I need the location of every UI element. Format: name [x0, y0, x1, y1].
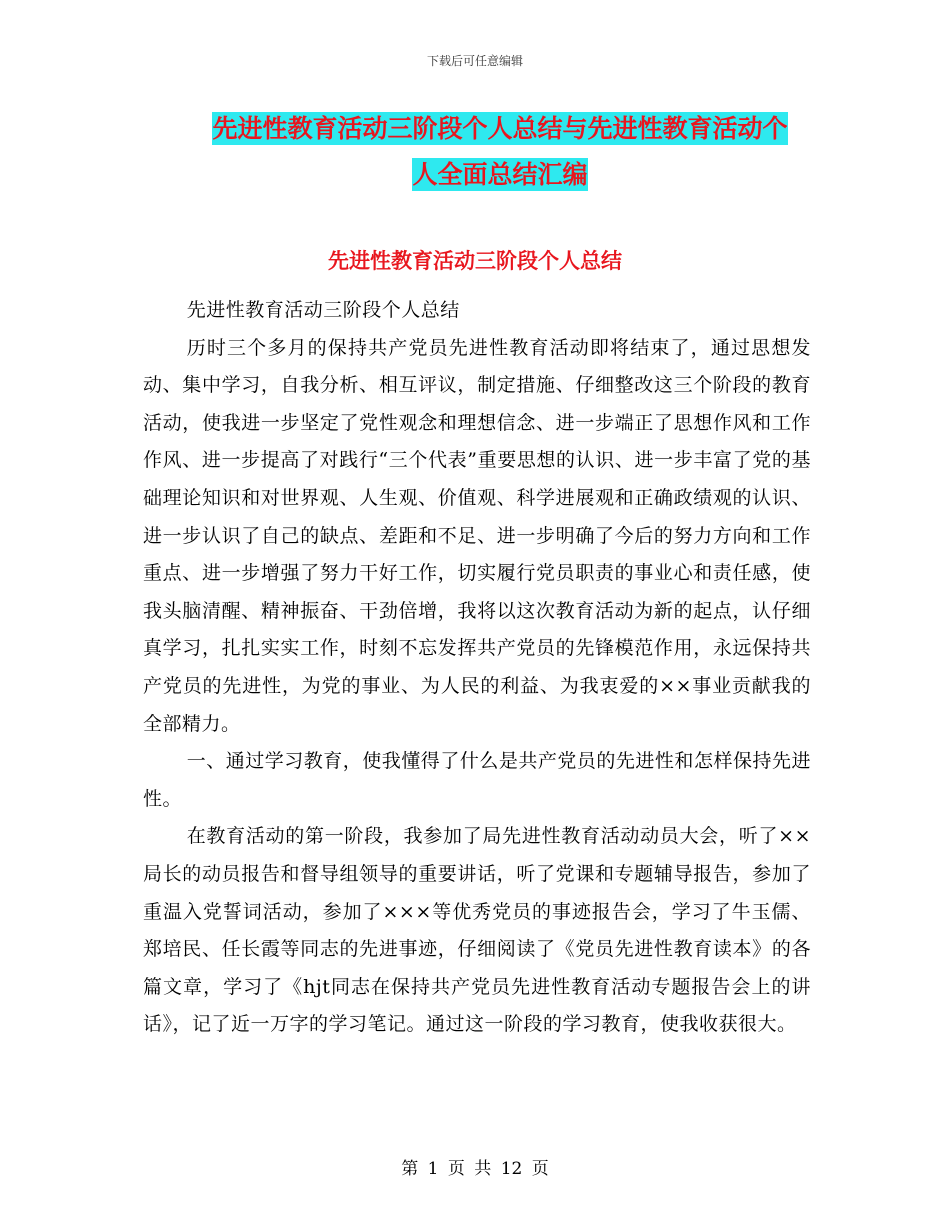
paragraph: 一、通过学习教育，使我懂得了什么是共产党员的先进性和怎样保持先进性。: [143, 750, 811, 810]
paragraph: 历时三个多月的保持共产党员先进性教育活动即将结束了，通过思想发动、集中学习，自我分析、相互评议，制定措施、仔细整改这三个阶段的教育活动，使我进一步坚定了党性观念和理想信念、进一步端正了思想作风和工作作风、进一步提高了对践行“三个代表”重要思想的认识、进一步丰富了党的基础理论知识和对世界观、人生观、价值观、科学进展观和正确政绩观的认识、进一步认识了自己的缺点、差距和不足、进一步明确了今后的努力方向和工作重点、进一步增强了努力干好工作，切实履行党员职责的事业心和责任感，使我头脑清醒、精神振奋、干劲倍增，我将以这次教育活动为新的起点，认仔细真学习，扎扎实实工作，时刻不忘发挥共产党员的先锋模范作用，永远保持共产党员的先进性，为党的事业、为人民的利益、为我衷爱的××事业贡献我的全部精力。: [143, 336, 811, 735]
page-header-note: 下载后可任意编辑: [426, 54, 523, 68]
body-text: [143, 292, 811, 1044]
paragraph: 先进性教育活动三阶段个人总结: [186, 299, 460, 321]
page-number-footer: 第 1 页 共 12 页: [401, 1159, 549, 1179]
paragraph: 在教育活动的第一阶段，我参加了局先进性教育活动动员大会，听了××局长的动员报告和督导组领导的重要讲话，听了党课和专题辅导报告，参加了重温入党誓词活动，参加了×××等优秀党员的事迹报告会，学习了牛玉儒、郑培民、任长霞等同志的先进事迹，仔细阅读了《党员先进性教育读本》的各篇文章，学习了《hjt同志在保持共产党员先进性教育活动专题报告会上的讲话》，记了近一万字的学习笔记。通过这一阶段的学习教育，使我收获很大。: [143, 825, 811, 1036]
document-title-line-2: 人全面总结汇编: [412, 160, 588, 189]
document-title: [130, 106, 870, 198]
section-title: 先进性教育活动三阶段个人总结: [328, 249, 622, 273]
document-title-line-1: 先进性教育活动三阶段个人总结与先进性教育活动个: [212, 114, 788, 143]
